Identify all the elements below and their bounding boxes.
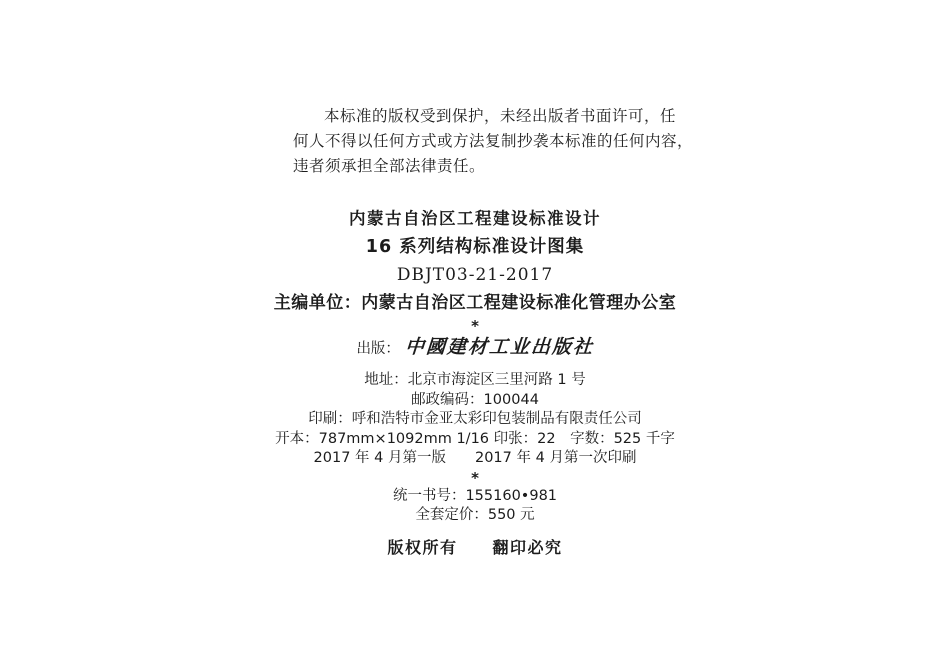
copyright-notice <box>293 104 697 179</box>
colophon-content <box>125 0 825 559</box>
publisher-label: 出版： <box>356 341 400 357</box>
publishing-block <box>125 317 825 526</box>
price-line: 全套定价：550 元 <box>415 507 535 523</box>
standard-number: DBJT03-21-2017 <box>396 265 554 285</box>
address-line: 地址：北京市海淀区三里河路 1 号 <box>364 372 586 388</box>
atlas-title: 16 系列结构标准设计图集 <box>365 237 585 257</box>
chief-editor-line: 主编单位：内蒙古自治区工程建设标准化管理办公室 <box>273 293 677 313</box>
publisher-logotype: 中國建材工业出版社 <box>403 336 595 358</box>
format-line: 开本：787mm×1092mm 1/16 印张：22 字数：525 千字 <box>275 430 675 447</box>
all-rights-reserved-notice: 版权所有 翻印必究 <box>387 537 563 557</box>
separator-star-top: * <box>471 317 479 335</box>
title-block <box>125 205 825 317</box>
copyright-line-2: 何人不得以任何方式或方法复制抄袭本标准的任何内容， <box>293 132 694 150</box>
separator-star-bottom: * <box>471 468 479 487</box>
series-title: 内蒙古自治区工程建设标准设计 <box>349 209 601 228</box>
publisher-line <box>125 335 825 361</box>
printer-line: 印刷：呼和浩特市金亚太彩印包装制品有限责任公司 <box>308 411 642 427</box>
copyright-line-3: 违者须承担全部法律责任。 <box>293 157 486 175</box>
postal-code-line: 邮政编码：100044 <box>411 391 539 408</box>
copyright-line-1: 本标准的版权受到保护，未经出版者书面许可，任 <box>324 107 677 125</box>
book-number-line: 统一书号：155160•981 <box>392 487 558 504</box>
edition-line: 2017 年 4 月第一版 2017 年 4 月第一次印刷 <box>313 450 637 466</box>
